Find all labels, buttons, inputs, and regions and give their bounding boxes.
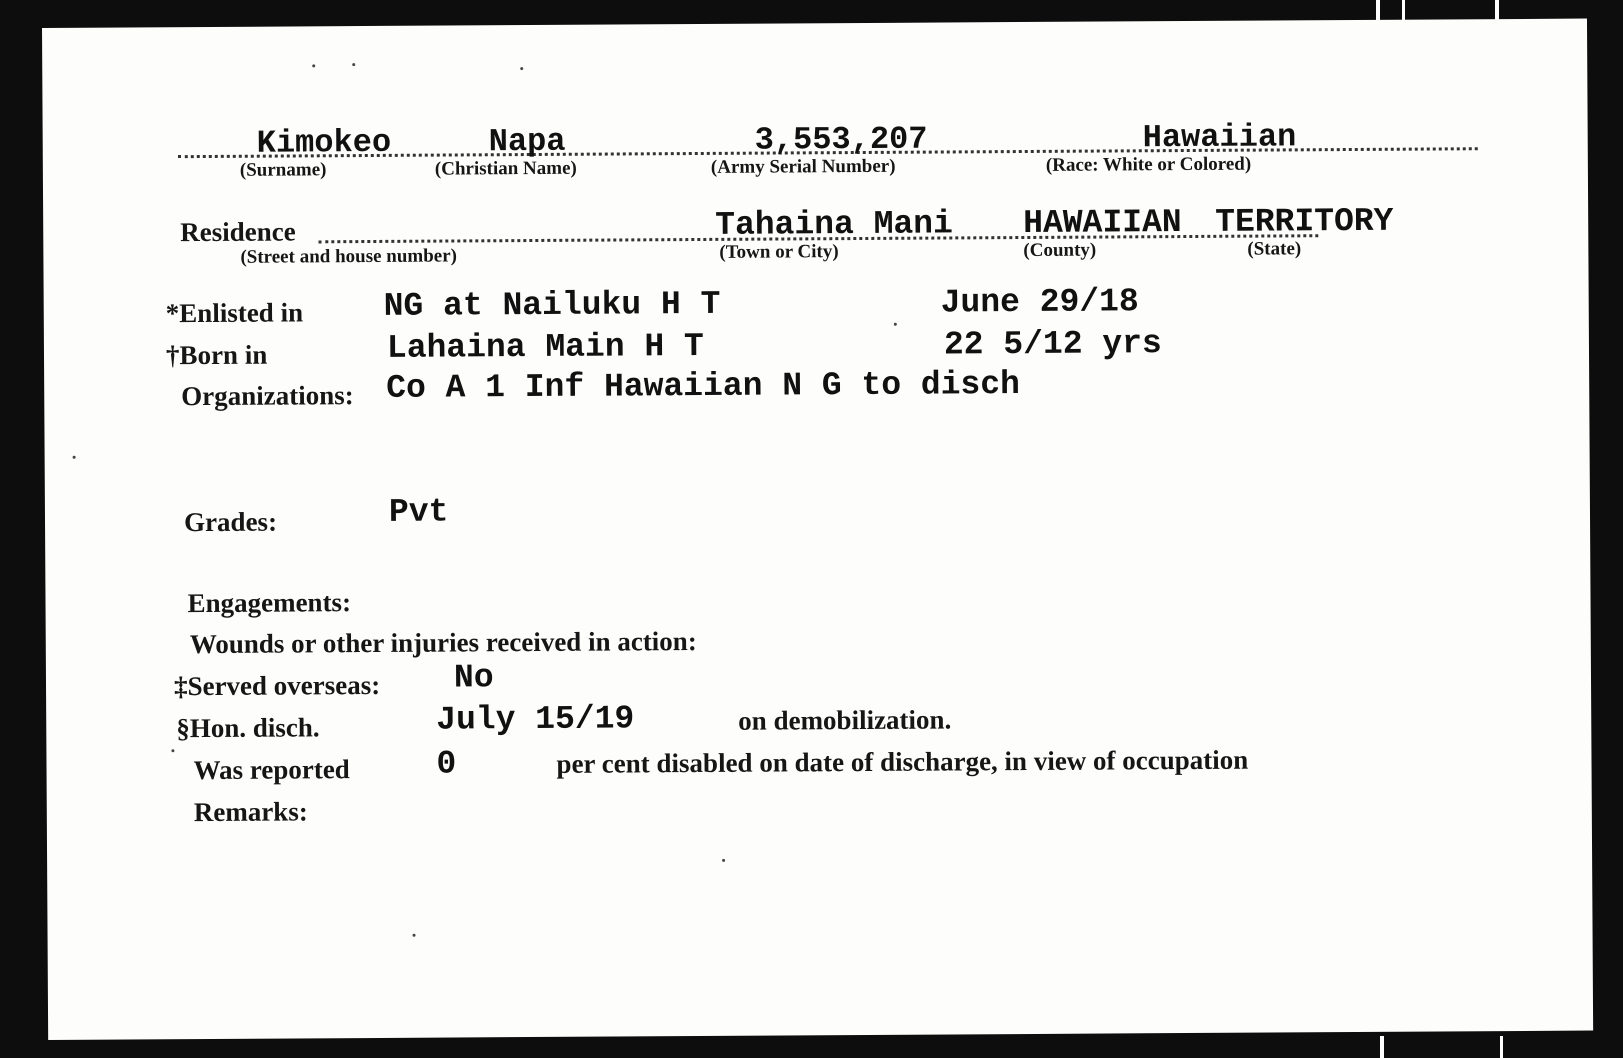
hon-disch-label: §Hon. disch. bbox=[176, 712, 320, 744]
surname-caption: (Surname) bbox=[239, 159, 327, 181]
scan-speck bbox=[352, 63, 355, 66]
serial-number-caption: (Army Serial Number) bbox=[710, 155, 896, 178]
served-overseas-value: No bbox=[453, 659, 494, 697]
hon-disch-date-value: July 15/19 bbox=[436, 700, 635, 739]
born-place-value: Lahaina Main H T bbox=[386, 327, 704, 367]
street-caption: (Street and house number) bbox=[240, 245, 458, 268]
serial-number-value: 3,553,207 bbox=[754, 120, 928, 159]
town-value: Tahaina Mani bbox=[715, 205, 953, 244]
film-edge-stripe bbox=[1380, 1036, 1384, 1058]
state-value: TERRITORY bbox=[1215, 202, 1394, 241]
served-overseas-label: ‡Served overseas: bbox=[173, 669, 381, 702]
organizations-label: Organizations: bbox=[181, 380, 354, 412]
grades-value: Pvt bbox=[388, 493, 449, 531]
surname-value: Kimokeo bbox=[256, 123, 392, 162]
born-age-value: 22 5/12 yrs bbox=[943, 325, 1162, 364]
organizations-value: Co A 1 Inf Hawaiian N G to disch bbox=[386, 366, 1021, 407]
scan-speck bbox=[73, 456, 76, 459]
disability-suffix: per cent disabled on date of discharge, in view of occupation bbox=[556, 744, 1249, 779]
engagements-label: Engagements: bbox=[187, 587, 352, 619]
grades-label: Grades: bbox=[183, 506, 278, 538]
county-caption: (County) bbox=[1023, 239, 1097, 262]
scan-speck bbox=[722, 859, 725, 862]
scan-speck bbox=[894, 323, 897, 326]
race-caption: (Race: White or Colored) bbox=[1045, 153, 1252, 176]
county-value: HAWAIIAN bbox=[1023, 204, 1182, 243]
race-value: Hawaiian bbox=[1142, 118, 1297, 157]
enlisted-date-value: June 29/18 bbox=[940, 283, 1139, 322]
film-edge-stripe bbox=[1500, 1036, 1503, 1058]
hon-disch-suffix: on demobilization. bbox=[738, 704, 952, 736]
scan-speck bbox=[312, 64, 315, 67]
scan-speck bbox=[413, 934, 416, 937]
scan-speck bbox=[520, 67, 523, 70]
enlisted-place-value: NG at Nailuku H T bbox=[383, 285, 721, 325]
wounds-label: Wounds or other injuries received in action: bbox=[189, 626, 697, 660]
state-caption: (State) bbox=[1247, 238, 1302, 260]
service-record-card bbox=[42, 19, 1593, 1040]
remarks-label: Remarks: bbox=[193, 796, 308, 828]
christian-name-value: Napa bbox=[488, 122, 566, 161]
christian-name-caption: (Christian Name) bbox=[434, 157, 577, 180]
disability-percent-value: 0 bbox=[436, 745, 457, 783]
enlisted-label: *Enlisted in bbox=[165, 297, 304, 329]
scan-speck bbox=[171, 749, 174, 752]
born-label: †Born in bbox=[165, 339, 268, 371]
was-reported-label: Was reported bbox=[193, 754, 350, 786]
town-caption: (Town or City) bbox=[719, 241, 839, 263]
residence-label: Residence bbox=[180, 216, 296, 248]
